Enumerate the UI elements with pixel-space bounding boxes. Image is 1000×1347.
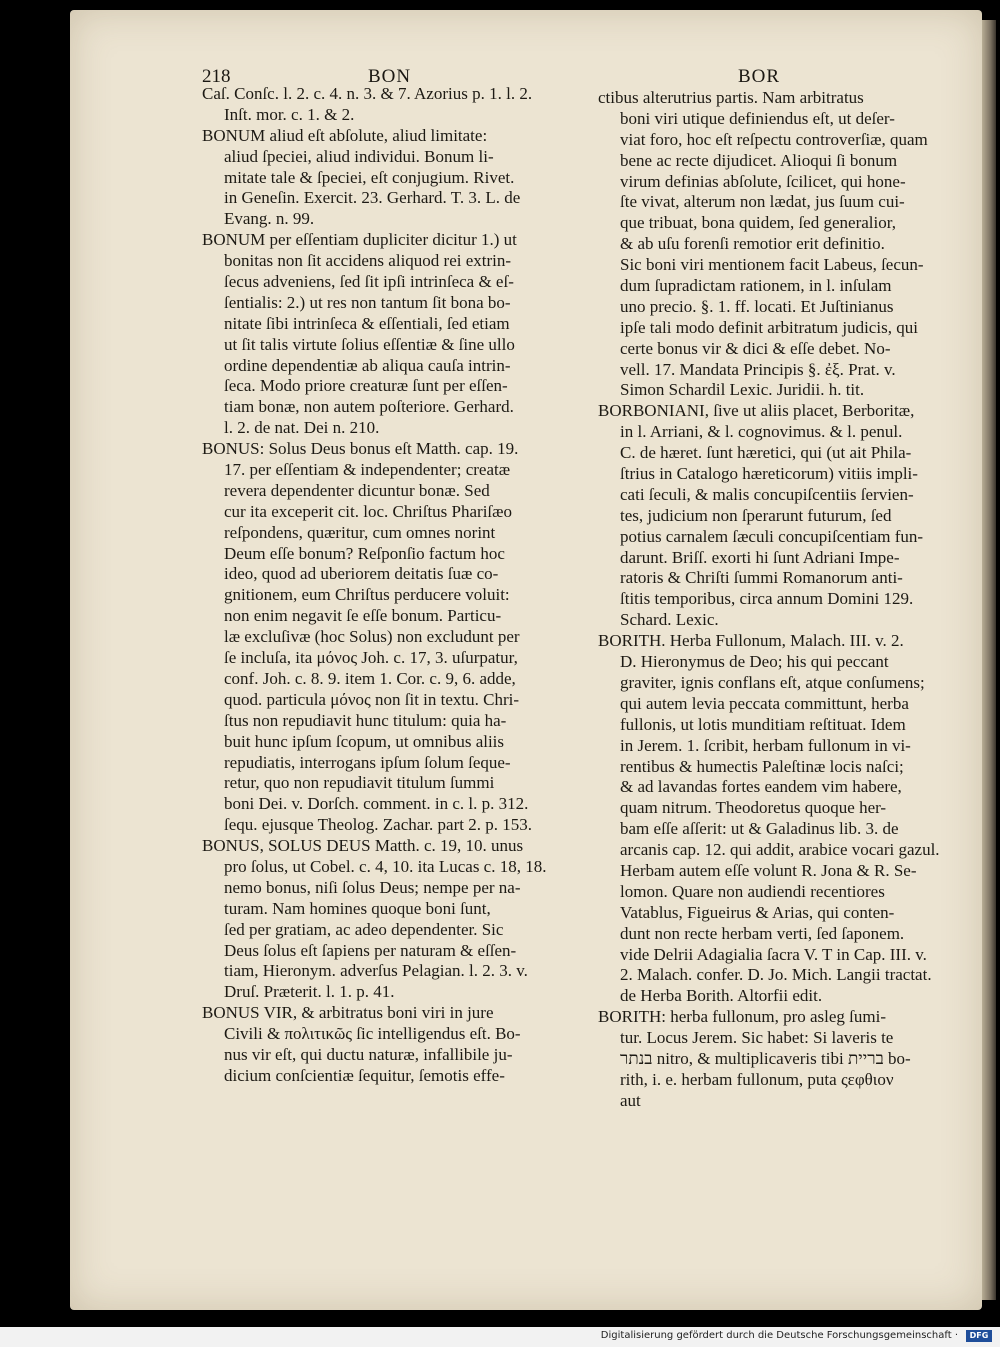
right-column-line: C. de hæret. ſunt hæretici, qui (ut ait Phila- [620, 443, 912, 463]
left-column-line: conf. Joh. c. 8. 9. item 1. Cor. c. 9, 6. adde, [224, 668, 516, 688]
right-column-line: ſte vivat, alterum non lædat, jus ſuum cui- [620, 192, 905, 212]
right-column-line: virum definias abſolute, ſcilicet, qui hone- [620, 171, 906, 191]
right-column-line: rentibus & humectis Paleſtinæ locis naſci; [620, 756, 904, 776]
left-column-line: ſequ. ejusque Theolog. Zachar. part 2. p. 153. [224, 815, 532, 835]
left-column-line: ſecus adveniens, ſed ſit ipſi intrinſeca & eſ- [224, 272, 514, 292]
left-column-line: ideo, quod ad uberiorem deitatis ſuæ co- [224, 564, 499, 584]
right-column-line: vell. 17. Mandata Principis §. ἐξ. Prat. v. [620, 359, 896, 379]
left-column-line: nus vir eſt, qui ductu naturæ, infallibile ju- [224, 1044, 513, 1064]
left-column-line: non enim negavit ſe eſſe bonum. Particu- [224, 606, 502, 626]
dfg-logo: DFG [966, 1330, 992, 1342]
left-column-line: Civili & πολιτικῶς ſic intelligendus eſt. Bo- [224, 1024, 521, 1044]
right-column-line: ctibus alterutrius partis. Nam arbitratus [598, 88, 864, 107]
running-head-right: BOR [738, 66, 781, 87]
left-column-line: 17. per eſſentiam & independenter; creatæ [224, 460, 511, 480]
left-column-line: Deus ſolus eſt ſapiens per naturam & eſſen- [224, 940, 517, 960]
right-column-line: Schard. Lexic. [620, 610, 719, 630]
left-column-line: BONUS VIR, & arbitratus boni viri in jure [202, 1003, 494, 1023]
right-column-line: ipſe tali modo definit arbitratum judicis, qui [620, 317, 918, 337]
right-column-line: bene ac recte dijudicet. Alioqui ſi bonum [620, 150, 898, 170]
left-column-line: ut ſit talis virtute ſolius eſſentiæ & ſine ullo [224, 334, 515, 354]
left-column-line: læ excluſivæ (hoc Solus) non excludunt per [224, 627, 520, 647]
right-column-line: boni viri utique definiendus eſt, ut deſer- [620, 108, 895, 128]
right-column-line: ſtrius in Catalogo hæreticorum) vitiis impli- [620, 464, 918, 484]
right-column-line: BORITH. Herba Fullonum, Malach. III. v. 2. [598, 631, 904, 651]
right-column-line: BORBONIANI, ſive ut aliis placet, Berboritæ, [598, 401, 915, 421]
right-column-line: bam eſſe aſſerit: ut & Galadinus lib. 3. de [620, 819, 899, 839]
right-column-line: 2. Malach. confer. D. Jo. Mich. Langii tractat. [620, 965, 932, 985]
left-column-line: cur ita exceperit cit. loc. Chriſtus Phariſæo [224, 501, 512, 521]
running-head-left: BON [368, 66, 412, 87]
left-column-line: ſeca. Modo priore creaturæ ſunt per eſſen- [224, 376, 508, 396]
left-column-line: tiam, Hieronym. adverſus Pelagian. l. 2. 3. v. [224, 961, 528, 981]
left-column-line: aliud ſpeciei, aliud individui. Bonum li- [224, 146, 494, 166]
left-column-line: boni Dei. v. Dorſch. comment. in c. l. p. 312. [224, 794, 529, 814]
left-column-line: ſentialis: 2.) ut res non tantum ſit bona bo- [224, 292, 511, 312]
left-column-line: pro ſolus, ut Cobel. c. 4, 10. ita Lucas c. 18, 18. [224, 856, 547, 876]
left-column-line: BONUS, SOLUS DEUS Matth. c. 19, 10. unus [202, 836, 524, 856]
page-number: 218 [202, 66, 231, 87]
right-column-line: dum ſupradictam rationem, in l. inſulam [620, 276, 892, 296]
left-column-line: turam. Nam homines quoque boni ſunt, [224, 898, 491, 918]
left-column-line: l. 2. de nat. Dei n. 210. [224, 418, 380, 438]
left-column-line: Deum eſſe bonum? Reſponſio factum hoc [224, 543, 505, 563]
right-column-line: arcanis cap. 12. qui addit, arabice vocari gazul. [620, 840, 940, 860]
left-column-line: Druſ. Præterit. l. 1. p. 41. [224, 982, 395, 1002]
right-column-line: lomon. Quare non audiendi recentiores [620, 881, 885, 901]
left-column-line: BONUM aliud eſt abſolute, aliud limitate: [202, 125, 488, 145]
right-column-line: cati ſeculi, & malis concupiſcentiis ſervien- [620, 484, 914, 504]
left-column-line: tiam bonæ, non autem poſteriore. Gerhard. [224, 397, 514, 417]
left-column-line: ſtus non repudiavit hunc titulum: quia ha- [224, 710, 507, 730]
left-column-line: retur, quo non repudiavit titulum ſummi [224, 773, 495, 793]
right-column-line: & ad lavandas fortes eandem vim habere, [620, 777, 902, 797]
right-column-line: quam nitrum. Theodoretus quoque her- [620, 798, 887, 818]
right-column-line: & ab uſu forenſi remotior erit definitio. [620, 234, 885, 254]
right-column-line: Simon Schardil Lexic. Juridii. h. tit. [620, 380, 865, 400]
right-column-line: darunt. Briſſ. exorti hi ſunt Adriani Impe- [620, 547, 900, 567]
left-column-line: dicium conſcientiæ ſequitur, ſemotis effe- [224, 1065, 505, 1085]
right-column-line: dunt non recte herbam verti, ſed ſaponem. [620, 923, 905, 943]
right-column-text [598, 88, 964, 1112]
left-column-line: ſe incluſa, ita μόνος Joh. c. 17, 3. uſurpatur, [224, 648, 518, 668]
left-column-line: bonitas non ſit accidens aliquod rei extrin- [224, 251, 512, 271]
right-column-line: fullonis, ut lotis munditiam reſtituat. Idem [620, 714, 906, 734]
left-column-line: reſpondens, quæritur, cum omnes norint [224, 522, 496, 542]
right-column-line: qui autem levia peccata committunt, herba [620, 693, 909, 713]
right-column-line: Vatablus, Figueirus & Arias, qui conten- [620, 902, 895, 922]
left-column-line: repudiatis, interrogans ipſum ſolum ſeque- [224, 752, 511, 772]
left-column-line: in Geneſin. Exercit. 23. Gerhard. T. 3. L. de [224, 188, 521, 208]
left-column-line: Caſ. Conſc. l. 2. c. 4. n. 3. & 7. Azorius p. 1. l. 2. [202, 84, 533, 103]
left-column-text [202, 84, 584, 1087]
right-column-line: Sic boni viri mentionem facit Labeus, ſecun- [620, 255, 924, 275]
right-column-line: ſtitis temporibus, circa annum Domini 129. [620, 589, 914, 609]
right-column-line: tes, judicium non ſperarunt futurum, ſed [620, 505, 892, 525]
right-column-line: D. Hieronymus de Deo; his qui peccant [620, 652, 889, 672]
left-column-line: nitate ſibi intrinſeca & eſſentiali, ſed etiam [224, 313, 510, 333]
right-column-line: que tribuat, bona quidem, ſed generalior, [620, 213, 896, 233]
right-column-line: Herbam autem eſſe volunt R. Jona & R. Se- [620, 860, 917, 880]
footer-credit: Digitalisierung gefördert durch die Deutsche Forschungsgemeinschaft · [600, 1330, 958, 1341]
left-column-line: buit hunc ipſum ſcopum, ut omnibus aliis [224, 731, 505, 751]
right-column-line: aut [620, 1090, 641, 1110]
right-column-line: certe bonus vir & dici & eſſe debet. No- [620, 338, 891, 358]
right-column-line: BORITH: herba fullonum, pro asleg ſumi- [598, 1007, 887, 1027]
left-column-line: ſed per gratiam, ac adeo dependenter. Sic [224, 919, 504, 939]
right-column-line: vide Delrii Adagialia ſacra V. T in Cap. III. v. [620, 944, 927, 964]
left-column-line: BONUM per eſſentiam dupliciter dicitur 1.) ut [202, 230, 517, 250]
right-column-line: in Jerem. 1. ſcribit, herbam fullonum in vi- [620, 735, 911, 755]
left-column-line: revera dependenter dicuntur bonæ. Sed [224, 480, 490, 500]
right-column-line: de Herba Borith. Altorfii edit. [620, 986, 823, 1006]
left-column-line: Inſt. mor. c. 1. & 2. [224, 104, 355, 124]
right-column-line: ratoris & Chriſti ſummi Romanorum anti- [620, 568, 903, 588]
right-column-line: potius carnalem ſæculi concupiſcentiam fun- [620, 526, 924, 546]
right-column-line: in l. Arriani, & l. cognovimus. & l. penul. [620, 422, 903, 442]
left-column-line: ordine dependentiæ ab aliqua cauſa intrin- [224, 355, 511, 375]
left-column-line: BONUS: Solus Deus bonus eſt Matth. cap. 19. [202, 439, 519, 459]
right-column-line: graviter, ignis conflans eſt, atque conſumens; [620, 672, 925, 692]
right-column-line: בנתר nitro, & multiplicaveris tibi בריית bo- [620, 1048, 911, 1068]
right-column-line: viat foro, hoc eſt reſpectu controverſiæ, quam [620, 129, 928, 149]
right-column-line: rith, i. e. herbam fullonum, puta ςεφθιον [620, 1069, 894, 1089]
left-column-line: mitate tale & ſpeciei, eſt conjugium. Rivet. [224, 167, 515, 187]
page-edge-shadow [982, 20, 996, 1300]
left-column-line: gnitionem, eum Chriſtus perducere voluit: [224, 585, 510, 605]
left-column-line: nemo bonus, niſi ſolus Deus; nempe per na- [224, 877, 521, 897]
right-column-line: uno precio. §. 1. ff. locati. Et Juſtinianus [620, 296, 894, 316]
right-column-line: tur. Locus Jerem. Sic habet: Si laveris te [620, 1028, 894, 1048]
left-column-line: quod. particula μόνος non ſit in textu. Chri- [224, 689, 520, 709]
left-column-line: Evang. n. 99. [224, 209, 315, 229]
